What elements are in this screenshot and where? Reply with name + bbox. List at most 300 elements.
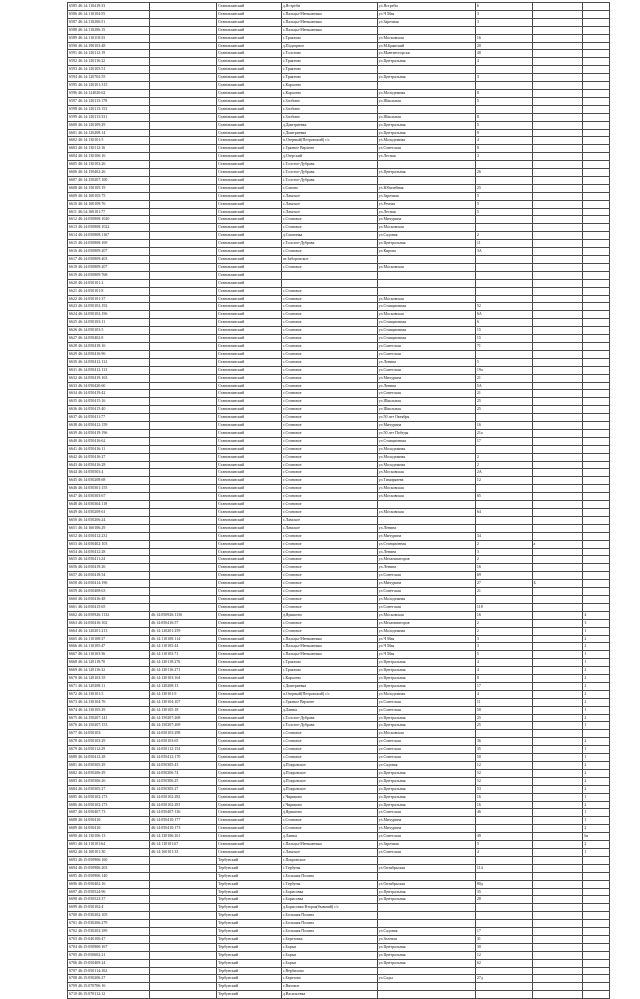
table-cell: 25 [475, 184, 532, 192]
table-cell: 5 [475, 121, 532, 129]
table-cell: Становлянский [217, 809, 282, 817]
table-cell [475, 26, 532, 34]
table-cell: 16 [475, 611, 532, 619]
table-row [68, 461, 610, 469]
table-cell: ул.Молодежная [377, 627, 475, 635]
table-cell: ул.Ленина [377, 564, 475, 572]
table-cell [532, 437, 583, 445]
table-cell: 52 [475, 777, 532, 785]
table-cell: Становлянский [217, 730, 282, 738]
table-cell: 6651 46:14:160106:29 [68, 524, 150, 532]
table-cell [583, 422, 610, 430]
table-cell [475, 967, 532, 975]
table-cell [583, 34, 610, 42]
table-cell [583, 951, 610, 959]
table-cell: ул.Зеленая [377, 935, 475, 943]
table-cell: с.Становое [281, 825, 377, 833]
table-cell: с.Большая Поляна [281, 920, 377, 928]
table-cell [583, 319, 610, 327]
table-cell [532, 350, 583, 358]
table-cell [150, 374, 217, 382]
table-cell [583, 556, 610, 564]
table-cell: 6688 46:14:050410: [68, 817, 150, 825]
table-row [68, 769, 610, 777]
table-cell [532, 935, 583, 943]
table-cell [532, 690, 583, 698]
table-cell [377, 66, 475, 74]
table-cell: ул.Молодежная [377, 453, 475, 461]
table-cell [532, 18, 583, 26]
table-cell [532, 145, 583, 153]
table-cell: Становлянский [217, 216, 282, 224]
table-cell: ул.Московская [377, 34, 475, 42]
table-row [68, 453, 610, 461]
table-cell [583, 137, 610, 145]
table-cell [583, 271, 610, 279]
table-cell [475, 485, 532, 493]
table-row [68, 184, 610, 192]
table-cell: ул.Мичурина [377, 216, 475, 224]
table-cell: 6633 46:14:050420:60 [68, 382, 150, 390]
table-cell: Тербунский [217, 864, 282, 872]
table-cell [475, 224, 532, 232]
table-cell: 6628 46:14:050418:16 [68, 342, 150, 350]
table-cell: Становлянский [217, 461, 282, 469]
table-cell: с.Становое [281, 335, 377, 343]
table-cell [475, 872, 532, 880]
table-cell: 2 [475, 556, 532, 564]
table-cell: с.Становое [281, 445, 377, 453]
table-cell [532, 983, 583, 991]
table-cell: Становлянский [217, 200, 282, 208]
table-row [68, 437, 610, 445]
table-cell: Становлянский [217, 137, 282, 145]
table-cell [150, 548, 217, 556]
table-cell [150, 501, 217, 509]
table-row [68, 746, 610, 754]
table-cell [532, 461, 583, 469]
table-cell [532, 121, 583, 129]
table-cell [150, 556, 217, 564]
table-cell: с.Становое [281, 248, 377, 256]
table-cell: 6691 46:14:110101:64 [68, 841, 150, 849]
table-cell [150, 184, 217, 192]
table-cell [532, 263, 583, 271]
table-cell: 6 [475, 319, 532, 327]
table-cell: Становлянский [217, 611, 282, 619]
table-cell: с.Становое [281, 398, 377, 406]
table-cell [532, 951, 583, 959]
table-cell: 5 [475, 200, 532, 208]
table-cell: 53 [475, 785, 532, 793]
table-cell: с.Толстово [281, 50, 377, 58]
table-cell: ул.Центральная [377, 943, 475, 951]
table-cell: 2 [583, 762, 610, 770]
table-row [68, 619, 610, 627]
table-cell [532, 200, 583, 208]
table-cell: 2 [583, 738, 610, 746]
table-cell [150, 864, 217, 872]
table-cell [583, 912, 610, 920]
table-cell: ул.Ч Мая [377, 651, 475, 659]
table-cell [532, 841, 583, 849]
table-cell: Становлянский [217, 414, 282, 422]
table-cell: Становлянский [217, 145, 282, 153]
table-row [68, 912, 610, 920]
table-cell [377, 912, 475, 920]
table-cell: Становлянский [217, 619, 282, 627]
table-cell [583, 3, 610, 11]
table-row [68, 611, 610, 619]
table-cell: 2 [475, 232, 532, 240]
table-cell: ул.Ленина [377, 382, 475, 390]
table-row [68, 880, 610, 888]
table-cell: ул.Молодежная [377, 595, 475, 603]
table-cell [583, 208, 610, 216]
table-cell: Тербунский [217, 943, 282, 951]
table-cell: Становлянский [217, 682, 282, 690]
table-cell [583, 453, 610, 461]
table-row [68, 406, 610, 414]
table-cell [150, 58, 217, 66]
table-cell: ул.Мичурина [377, 580, 475, 588]
table-cell [532, 524, 583, 532]
table-cell: 6638 46:14:050412:159 [68, 422, 150, 430]
table-cell: ул.Советская [377, 366, 475, 374]
table-cell: 6654 46:14:050412:28 [68, 548, 150, 556]
table-cell [475, 263, 532, 271]
table-cell: с.Чириково [281, 801, 377, 809]
table-cell [532, 256, 583, 264]
table-cell [377, 872, 475, 880]
table-cell [377, 920, 475, 928]
table-cell [532, 572, 583, 580]
table-cell: Становлянский [217, 817, 282, 825]
table-cell: с.Становое [281, 564, 377, 572]
table-cell [532, 975, 583, 983]
table-cell: Становлянский [217, 89, 282, 97]
table-cell: ул.Центральная [377, 169, 475, 177]
table-cell [583, 516, 610, 524]
table-cell [532, 516, 583, 524]
table-cell: с.Становое [281, 311, 377, 319]
table-cell [532, 129, 583, 137]
table-row [68, 50, 610, 58]
table-cell: 6686 46:14:050102:173 [68, 801, 150, 809]
table-cell: Становлянский [217, 169, 282, 177]
table-cell [532, 920, 583, 928]
table-cell: 1 [583, 754, 610, 762]
table-cell: ул.Советская [377, 588, 475, 596]
table-cell: 46:14:050102:281 [150, 801, 217, 809]
table-cell: Становлянский [217, 635, 282, 643]
table-row [68, 153, 610, 161]
table-cell: с.Трактово [281, 66, 377, 74]
table-cell: 49 [475, 833, 532, 841]
table-cell: ул.Московская [377, 295, 475, 303]
table-cell [583, 856, 610, 864]
table-cell: с.Большая Поляна [281, 928, 377, 936]
table-cell [532, 880, 583, 888]
table-cell: 6596 46:14:124020:62 [68, 89, 150, 97]
table-cell: ул.Центральная [377, 888, 475, 896]
table-cell: 6706 46:15:050409:24 [68, 959, 150, 967]
table-cell: ул.Центральная [377, 675, 475, 683]
table-cell: 6642 46:14:050416:27 [68, 453, 150, 461]
table-row [68, 422, 610, 430]
table-cell: с.Становое [281, 224, 377, 232]
table-cell: Становлянский [217, 303, 282, 311]
table-cell: Становлянский [217, 3, 282, 11]
table-cell [377, 967, 475, 975]
table-cell: 2 [583, 643, 610, 651]
table-cell: 6588 46:14:110206:15 [68, 26, 150, 34]
table-cell: 6707 46:15:050114:102 [68, 967, 150, 975]
table-cell [377, 105, 475, 113]
table-cell [377, 176, 475, 184]
table-row [68, 232, 610, 240]
table-cell [532, 762, 583, 770]
table-cell [150, 888, 217, 896]
table-cell: с.Дмитриевка [281, 682, 377, 690]
table-cell [583, 327, 610, 335]
table-cell: с.Грязное Верхнее [281, 698, 377, 706]
table-row [68, 137, 610, 145]
table-cell: с.Ламское [281, 516, 377, 524]
table-row [68, 169, 610, 177]
table-cell: с.Становое [281, 406, 377, 414]
table-row [68, 564, 610, 572]
table-cell [475, 279, 532, 287]
table-cell: 6603 46:14:130112:16 [68, 145, 150, 153]
table-cell: 17 [475, 682, 532, 690]
table-cell [532, 279, 583, 287]
table-cell: Становлянский [217, 248, 282, 256]
table-cell [583, 184, 610, 192]
table-cell: 4 [475, 690, 532, 698]
table-cell: ул.Центральная [377, 951, 475, 959]
table-cell: 3 [475, 10, 532, 18]
table-cell [475, 524, 532, 532]
table-row [68, 192, 610, 200]
table-cell: ул.Центральная [377, 240, 475, 248]
table-cell: с.Становое [281, 477, 377, 485]
table-cell: Тербунский [217, 975, 282, 983]
table-cell: 3 [475, 548, 532, 556]
table-cell: ул.Центральная [377, 722, 475, 730]
table-cell: Становлянский [217, 516, 282, 524]
table-cell: Б [532, 580, 583, 588]
table-cell: ул.Ч Мая [377, 10, 475, 18]
table-cell: Тербунский [217, 888, 282, 896]
table-row [68, 350, 610, 358]
table-cell: Становлянский [217, 627, 282, 635]
table-cell: ул.Советская [377, 833, 475, 841]
table-cell: 80д [475, 880, 532, 888]
table-cell: ул.Школьная [377, 398, 475, 406]
table-cell: 6606 46:14:150402:26 [68, 169, 150, 177]
table-cell: 46:14:050410:177 [150, 817, 217, 825]
table-row [68, 809, 610, 817]
table-cell [532, 793, 583, 801]
table-cell [532, 311, 583, 319]
table-cell [532, 588, 583, 596]
table-row [68, 509, 610, 517]
table-cell: ул.Лесная [377, 153, 475, 161]
table-cell: ул.Московская [377, 311, 475, 319]
table-cell: Становлянский [217, 398, 282, 406]
table-cell [532, 406, 583, 414]
table-cell: 6641 46:14:050416:11 [68, 445, 150, 453]
table-row [68, 42, 610, 50]
table-cell: 6640 46:14:050416:62 [68, 437, 150, 445]
table-cell [532, 959, 583, 967]
table-cell [583, 153, 610, 161]
table-cell [532, 809, 583, 817]
table-cell: ул.Советская [377, 706, 475, 714]
table-cell: 21а [475, 429, 532, 437]
table-cell: с.Толстое-Дубрава [281, 714, 377, 722]
table-cell [583, 880, 610, 888]
table-row [68, 256, 610, 264]
table-cell: Становлянский [217, 10, 282, 18]
table-cell: 5 [475, 208, 532, 216]
table-cell [532, 595, 583, 603]
table-cell: с.Становое [281, 453, 377, 461]
table-cell [150, 912, 217, 920]
table-cell: ул.Советская [377, 350, 475, 358]
table-cell [150, 50, 217, 58]
table-cell: 6615 46:14:050808:169 [68, 240, 150, 248]
table-cell [583, 169, 610, 177]
table-row [68, 105, 610, 113]
table-cell: 46:14:050206:74 [150, 769, 217, 777]
table-cell: ул.Центральная [377, 896, 475, 904]
table-cell: Становлянский [217, 18, 282, 26]
table-cell: 6696 46:15:050402:16 [68, 880, 150, 888]
table-cell: 6630 46:14:050412:112 [68, 358, 150, 366]
table-cell: 31 [475, 935, 532, 943]
table-cell [150, 350, 217, 358]
table-cell [532, 888, 583, 896]
table-cell: 1 [583, 817, 610, 825]
table-cell [532, 232, 583, 240]
table-cell [150, 3, 217, 11]
table-cell: 6699 46:15:050102:4 [68, 904, 150, 912]
table-cell: Становлянский [217, 485, 282, 493]
table-cell [475, 256, 532, 264]
table-cell [532, 785, 583, 793]
table-cell: Тербунский [217, 951, 282, 959]
table-cell: 6685 46:14:050102:173 [68, 793, 150, 801]
table-cell [377, 856, 475, 864]
table-cell [475, 287, 532, 295]
table-cell: Становлянский [217, 801, 282, 809]
table-cell: с.Пальцы-Меньшенько [281, 651, 377, 659]
table-cell: 46:14:110101:67 [150, 841, 217, 849]
table-cell: 6598 46:14:120113:153 [68, 105, 150, 113]
table-row [68, 928, 610, 936]
table-cell: ул.Лесная [377, 208, 475, 216]
table-cell: 6676 46:14:150207:153 [68, 722, 150, 730]
table-cell [583, 967, 610, 975]
table-cell: ул.Московская [377, 730, 475, 738]
table-row [68, 595, 610, 603]
table-cell: 6645 46:14:050208:68 [68, 477, 150, 485]
table-cell: д.Покровское [281, 777, 377, 785]
table-cell [583, 406, 610, 414]
table-cell: 2 [583, 635, 610, 643]
table-cell: 6599 46:14:120113:331 [68, 113, 150, 121]
table-cell: Становлянский [217, 335, 282, 343]
table-cell: ул.Сады [377, 975, 475, 983]
table-cell: с.Чириково [281, 793, 377, 801]
table-row [68, 556, 610, 564]
table-cell: ул.Центральная [377, 129, 475, 137]
table-row [68, 580, 610, 588]
table-cell [150, 390, 217, 398]
table-cell [532, 864, 583, 872]
table-cell: 6655 46:14:050411:24 [68, 556, 150, 564]
table-cell: д.Борисовка Вторая(бывший) с/с [281, 904, 377, 912]
table-cell: 46:14:160101:33 [150, 848, 217, 856]
table-cell: 19а [475, 366, 532, 374]
table-cell [532, 556, 583, 564]
table-cell [150, 477, 217, 485]
table-cell: ул.Станционная [377, 335, 475, 343]
table-cell [150, 975, 217, 983]
table-cell: 46:14:130105:18 [150, 706, 217, 714]
table-cell: Становлянский [217, 588, 282, 596]
table-cell: а [532, 540, 583, 548]
table-cell: ул.Тимирязева [377, 477, 475, 485]
table-cell: Становлянский [217, 453, 282, 461]
table-cell: 69 [475, 572, 532, 580]
table-cell [583, 991, 610, 999]
table-row [68, 382, 610, 390]
table-cell [583, 437, 610, 445]
table-cell [150, 26, 217, 34]
table-cell: 6700 46:15:030202:105 [68, 912, 150, 920]
table-cell: д.Лавны [281, 833, 377, 841]
table-cell: Становлянский [217, 580, 282, 588]
table-cell [532, 603, 583, 611]
table-cell: ул.Октябрьская [377, 864, 475, 872]
table-cell: 6677 46:14:050103: [68, 730, 150, 738]
table-cell: ул.Центральная [377, 667, 475, 675]
table-cell: Становлянский [217, 382, 282, 390]
table-cell [475, 350, 532, 358]
table-cell [532, 659, 583, 667]
table-cell: 1 [583, 809, 610, 817]
table-cell: с.Становое [281, 603, 377, 611]
table-cell: ул.Советская [377, 572, 475, 580]
table-cell: ул.Советская [377, 698, 475, 706]
table-cell [150, 256, 217, 264]
table-cell: с.Становое [281, 509, 377, 517]
table-cell: Становлянский [217, 406, 282, 414]
table-cell: 6587 46:14:110206:51 [68, 18, 150, 26]
table-cell [150, 129, 217, 137]
table-cell: 6649 46:14:050209:61 [68, 509, 150, 517]
table-cell: Становлянский [217, 746, 282, 754]
table-cell [475, 82, 532, 90]
table-cell [532, 912, 583, 920]
table-cell [532, 398, 583, 406]
table-cell: с.Трактово [281, 74, 377, 82]
table-cell: 9 [475, 129, 532, 137]
table-cell [150, 959, 217, 967]
